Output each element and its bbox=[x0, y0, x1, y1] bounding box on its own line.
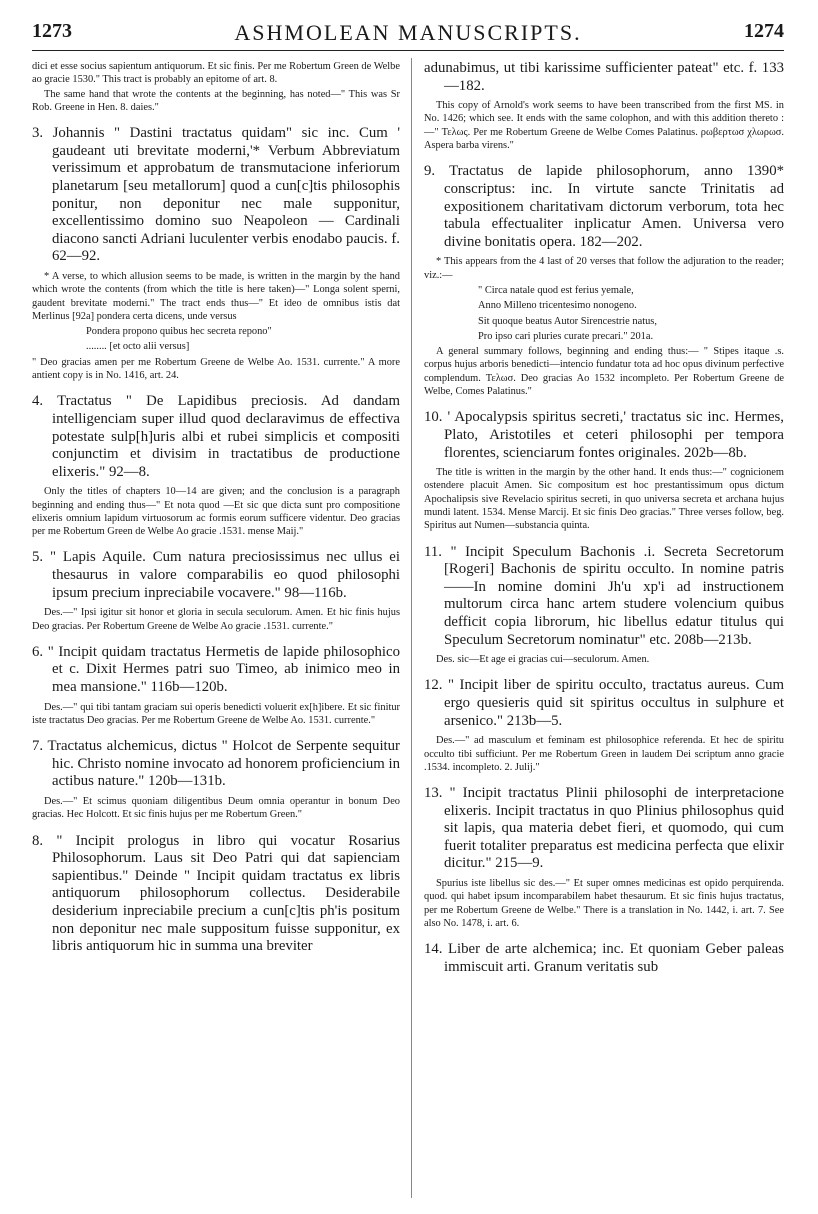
catalogue-entry: 5. " Lapis Aquile. Cum natura preciosissimus nec ullus ei thesaurus in valore comparabilis eo quod philosophi ipsum precium inpreciabile vocavere." 98—116b. bbox=[32, 549, 400, 601]
note-paragraph: This copy of Arnold's work seems to have been transcribed from the first MS. in No. 1426; which see. It ends with the same colophon, and with this addition thereto :—" Τελως. Per me Robertum Greene de Welbe Comes Palatinus. ρωβερτωσ χλωρωσ. Aspera barba virens." bbox=[424, 100, 784, 152]
catalogue-entry: 9. Tractatus de lapide philosophorum, anno 1390* conscriptus: inc. In virtute sancte Trinitatis ad expositionem charitativam dictorum verborum, tota hec tabula effectualiter inplicatur Amen. Universa vero divine bonitatis opera. 182—202. bbox=[424, 163, 784, 250]
note-paragraph: Des.—" Et scimus quoniam diligentibus Deum omnia operantur in bonum Deo gracias. Hec Holcott. Et sic finis hujus per me Robertum Green." bbox=[32, 796, 400, 821]
note-paragraph: Des.—" qui tibi tantam graciam sui operis benedicti voluerit ex[h]ibere. Et sic finitur iste tractatus Deo gracias. Per me Robertum Greene de Welbe Ao. 1531. currente." bbox=[32, 701, 400, 726]
catalogue-entry: 4. Tractatus " De Lapidibus preciosis. Ad dandam intelligenciam super illud quod declaravimus de effectiva potestate sulp[h]uris albi et rubei simplicis et compositi conjunctim et divisim in tractatibus de productione elixeris." 92—8. bbox=[32, 393, 400, 480]
verse-line: Pondera propono quibus hec secreta repono" bbox=[86, 326, 272, 338]
verse-line: Sit quoque beatus Autor Sirencestrie natus, bbox=[478, 315, 657, 327]
catalogue-entry: 10. ' Apocalypsis spiritus secreti,' tractatus sic inc. Hermes, Plato, Aristotiles et ceteri philosophi per tempora florentes, scienciarum fontes originales. 202b—8b. bbox=[424, 409, 784, 461]
running-title: ASHMOLEAN MANUSCRIPTS. bbox=[234, 20, 582, 45]
note-paragraph: * A verse, to which allusion seems to be made, is written in the margin by the hand which wrote the contents (from which the title is here taken)—" Longa solent sperni, gaudent brevitate moderni." The tract ends thus—" Et ideo de omnibus istis dat Merlinus [92a] pondera certa dicens, unde versus bbox=[32, 270, 400, 322]
note-paragraph: Spurius iste libellus sic des.—" Et super omnes medicinas est opido perquirenda. quod. qui habet ipsum incomparabilem habet thesaurum. Et sic finis hujus tractatus, per me Robertum Greene de Welbe." There is a translation in No. 1442, i. art. 7. See also No. 1478, i. art. 6. bbox=[424, 878, 784, 929]
page-number-right: 1274 bbox=[744, 20, 784, 42]
column-divider bbox=[411, 58, 412, 1198]
catalogue-entry: 14. Liber de arte alchemica; inc. Et quoniam Geber paleas immiscuit arti. Granum veritatis sub bbox=[424, 941, 784, 975]
note-paragraph: dici et esse socius sapientum antiquorum. Et sic finis. Per me Robertum Green de Welbe ao gracie 1530." This tract is probably an epitome of art. 8. bbox=[32, 61, 400, 86]
page-number-left: 1273 bbox=[32, 20, 72, 42]
note-paragraph: A general summary follows, beginning and ending thus:— " Stipes itaque .s. corpus hujus arboris benedicti—intencio fundatur tota ad hoc opus divinum perfective complendum. Τελωσ. Deo gracias Ao 1532 incompleto. Per Robertum Greene de Welbe, Comes Palatinus." bbox=[424, 346, 784, 398]
note-paragraph: Des.—" ad masculum et feminam est philosophice referenda. Et hec de spiritu occulto tibi sufficiunt. Per me Robertum Green in laudem Dei scriptum anno gracie .1534. incompleto. 2. Julij." bbox=[424, 735, 784, 773]
note-paragraph: * This appears from the 4 last of 20 verses that follow the adjuration to the reader; viz.:— bbox=[424, 256, 784, 281]
catalogue-entry: 3. Johannis " Dastini tractatus quidam" sic inc. Cum ' gaudeant uti brevitate moderni,'* Verbum Abbreviatum verissimum et approbatum de transmutacione inferiorum planetarum [seu metallorum] quod a cun[c]tis philosophis ponitur, non deponitur nec male supponitur, excellentissimo domino suo Neapoleon — Cardinali diacono sancti Adriani luculenter verbis enodabo paucis. f. 62—92. bbox=[32, 125, 400, 265]
left-column bbox=[32, 60, 400, 960]
verse-line: Pro ipso cari pluries curate precari." 201a. bbox=[478, 330, 654, 342]
catalogue-entry: adunabimus, ut tibi karissime sufficienter pateat" etc. f. 133—182. bbox=[424, 60, 784, 94]
verse-line: ........ [et octo alii versus] bbox=[86, 341, 190, 353]
right-column bbox=[424, 60, 784, 980]
catalogue-entry: 7. Tractatus alchemicus, dictus " Holcot de Serpente sequitur hic. Christo nomine invocato ad honorem proficiencium in actibus nature." 120b—131b. bbox=[32, 738, 400, 790]
catalogue-entry: 13. " Incipit tractatus Plinii philosophi de interpretacione elixeris. Incipit tractatus in quo Plinius philosophus quid sit lapis, qua materia debet fieri, et quomodo, qui cum fuerit totaliter preparatus est medicina perfecta que elixir dicitur." 215—9. bbox=[424, 785, 784, 872]
note-paragraph: The title is written in the margin by the other hand. It ends thus:—" cognicionem ostendere placuit Amen. Sic compositum est hoc prestantissimum opus dictum Apochalipsis sive Revelacio spiritus secreti, in quo universa secreta et archana hujus mundi latent. 1534. Mense Marcij. Et sic finis Deo gracias." Three verses follow, beg. Spiritus aut Numen—substancia quinta. bbox=[424, 467, 784, 532]
catalogue-entry: 6. " Incipit quidam tractatus Hermetis de lapide philosophico et c. Dixit Hermes patri suo Timeo, ab inimico meo in mea mansione." 116b—120b. bbox=[32, 643, 400, 696]
note-paragraph: Des.—" Ipsi igitur sit honor et gloria in secula seculorum. Amen. Et hic finis hujus Deo gracias. Per Robertum Greene de Welbe Ao gracie .1531. currente." bbox=[32, 607, 400, 632]
note-paragraph: " Deo gracias amen per me Robertum Greene de Welbe Ao. 1531. currente." A more antient copy is in No. 1416, art. 24. bbox=[32, 356, 400, 382]
catalogue-entry: 11. " Incipit Speculum Bachonis .i. Secreta Secretorum [Rogeri] Bachonis de spiritu occulto. In nomine patris——In nomine domini Jh'u xp'i ad instructionem multorum circa hanc artem studere volencium quibus defficit copia librorum, hic libellus edatur titulus qui Speculum Secretorum nominatur" etc. 208b—213b. bbox=[424, 543, 784, 648]
page-header bbox=[32, 20, 784, 51]
note-paragraph: Only the titles of chapters 10—14 are given; and the conclusion is a paragraph beginning and ending thus—" Et nota quod —Et sic que dicta sunt pro compositione elixeris omnium lapidum virtuosorum ac formis eorum sufficere videntur. Deo gracias per me Robertum Green de Welbe Ao gracie .1531. mense Maij." bbox=[32, 486, 400, 538]
catalogue-entry: 12. " Incipit liber de spiritu occulto, tractatus aureus. Cum ergo quesieris quid sit spiritus occultus in sulphure et arsenico." 213b—5. bbox=[424, 677, 784, 729]
note-paragraph: Des. sic—Et age ei gracias cui—seculorum. Amen. bbox=[436, 654, 650, 666]
verse-line: Anno Milleno tricentesimo nonogeno. bbox=[478, 300, 637, 312]
note-paragraph: The same hand that wrote the contents at the beginning, has noted—" This was Sr Rob. Greene in Hen. 8. daies." bbox=[32, 88, 400, 113]
catalogue-entry: 8. " Incipit prologus in libro qui vocatur Rosarius Philosophorum. Laus sit Deo Patri qui dat sapienciam sapientibus." Deinde " Incipit quidam tractatus ex libris antiquorum philosophorum collectus. Desiderabile desiderium inpreciabile precium a cun[c]tis ph'is positum non deponitur nec male suppositum fuisse supponitur, ex libris antiquorum hic in summa una breviter bbox=[32, 832, 400, 955]
verse-line: " Circa natale quod est ferius yemale, bbox=[478, 284, 634, 296]
